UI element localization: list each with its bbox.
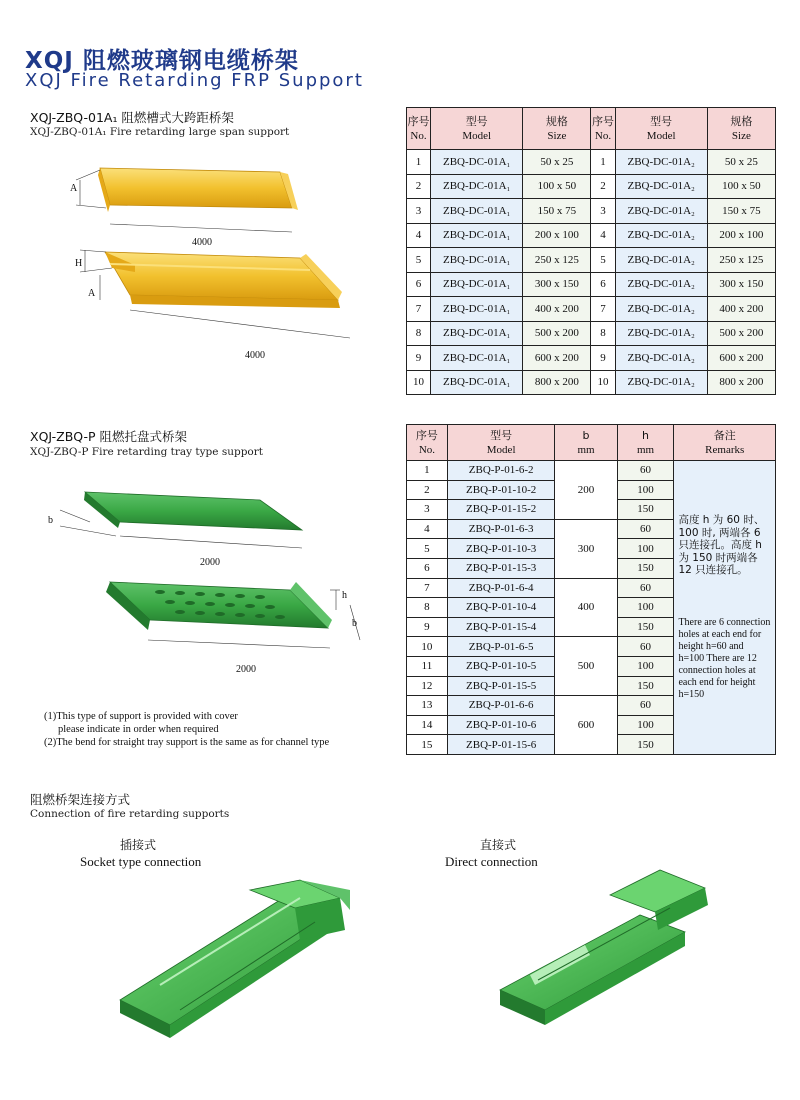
dim-label-b-top: b [48,515,53,526]
section2-title-cn: XQJ-ZBQ-P 阻燃托盘式桥架 [30,429,188,444]
table-row [407,346,776,371]
table1-cell: 1 [591,150,615,175]
table2-cell: ZBQ-P-01-6-6 [447,696,555,716]
channel-tray-shape [105,252,342,308]
table1-cell: ZBQ-DC-01A₁ [431,346,523,371]
table1-header-cn: 型号 [650,114,673,128]
table2-cell: 6 [407,558,448,578]
socket-connection-drawing [100,870,370,1050]
table1-cell: ZBQ-DC-01A₂ [615,174,707,199]
table2-cell: 13 [407,696,448,716]
table2-cell: 100 [617,715,674,735]
remarks-cn: 高度 h 为 60 时、100 时, 两端各 6 只连接孔。高度 h 为 150 时两端各 12 只连接孔。 [678,514,765,577]
table1-cell: ZBQ-DC-01A₁ [431,223,523,248]
direct-connection-title-en: Direct connection [445,854,538,869]
table2-cell: 150 [617,735,674,755]
table2-cell: 10 [407,637,448,657]
table1-cell: ZBQ-DC-01A₂ [615,272,707,297]
section3-title-cn: 阻燃桥架连接方式 [30,792,131,807]
table-row [407,461,776,481]
table2-cell: ZBQ-P-01-10-2 [447,480,555,500]
table1-header-en: Size [731,129,751,142]
dim-label-a-top: A [70,183,78,194]
table2-header-cn: b [582,428,590,442]
table2-cell: 15 [407,735,448,755]
table2-b-group: 300 [555,519,617,578]
direct-connection-title-cn: 直接式 [480,838,517,852]
table1-cell: ZBQ-DC-01A₁ [431,199,523,224]
tray-support-table [406,424,776,755]
table1-header-en: Model [462,129,492,142]
socket-connection-shape [120,880,350,1038]
table1-cell: 200 x 100 [523,223,591,248]
table1-cell: 6 [591,272,615,297]
table2-cell: 3 [407,500,448,520]
table-row [407,272,776,297]
table2-cell: 4 [407,519,448,539]
table2-cell: ZBQ-P-01-15-3 [447,558,555,578]
table2-b-group: 500 [555,637,617,696]
table-row [407,199,776,224]
table1-cell: 400 x 200 [523,297,591,322]
table2-cell: ZBQ-P-01-6-2 [447,461,555,481]
table2-header-en: mm [577,443,595,456]
table2-cell: 1 [407,461,448,481]
table2-cell: ZBQ-P-01-10-6 [447,715,555,735]
table1-cell: 5 [407,248,431,273]
table2-cell: 11 [407,656,448,676]
table1-cell: 1 [407,150,431,175]
socket-connection-title-cn: 插接式 [120,838,157,852]
table2-header-4 [674,425,776,461]
table1-header-5 [707,108,775,150]
table2-header-1 [447,425,555,461]
direct-connection-drawing [490,860,730,1050]
table2-header-en: mm [636,443,655,456]
table1-cell: ZBQ-DC-01A₁ [431,248,523,273]
table1-cell: ZBQ-DC-01A₂ [615,223,707,248]
page-title-cn: XQJ 阻燃玻璃钢电缆桥架 [25,48,299,74]
table2-header-0 [407,425,448,461]
table1-header-0 [407,108,431,150]
table1-header-1 [431,108,523,150]
table1-header-cn: 规格 [545,114,568,128]
table2-cell: 60 [617,519,674,539]
direct-connection-shape [500,870,708,1025]
table1-cell: ZBQ-DC-01A₂ [615,321,707,346]
perforated-tray-shape [106,582,332,630]
table2-cell: 100 [617,598,674,618]
table1-cell: 3 [591,199,615,224]
table2-cell: 150 [617,617,674,637]
section1-title-en: XQJ-ZBQ-01A₁ Fire retarding large span support [30,126,290,138]
table1-cell: 800 x 200 [523,370,591,395]
table2-header-2 [555,425,617,461]
remarks-en: There are 6 connection holes at each end for height h=60 and h=100 There are 12 connection holes at each end for height h=150 [678,616,771,700]
table1-cell: 250 x 125 [707,248,775,273]
table2-cell: 60 [617,696,674,716]
table1-cell: 50 x 25 [707,150,775,175]
dim-label-b-bottom: b [352,618,357,629]
table2-cell: 150 [617,500,674,520]
table2-cell: 2 [407,480,448,500]
table1-cell: 8 [407,321,431,346]
note-2: (2)The bend for straight tray support is the same as for channel type [44,737,330,748]
table1-header-cn: 序号 [407,114,430,128]
table2-cell: ZBQ-P-01-6-5 [447,637,555,657]
table1-cell: 7 [591,297,615,322]
table2-cell: 12 [407,676,448,696]
table2-cell: 8 [407,598,448,618]
channel-support-drawing [40,150,400,380]
table1-header-en: Size [547,129,567,142]
table-row [407,223,776,248]
table1-header-cn: 序号 [592,114,615,128]
table1-header-2 [523,108,591,150]
table1-cell: 600 x 200 [707,346,775,371]
table1-cell: ZBQ-DC-01A₁ [431,321,523,346]
table2-cell: 60 [617,578,674,598]
table1-cell: 300 x 150 [523,272,591,297]
section1-title-cn: XQJ-ZBQ-01A₁ 阻燃槽式大跨距桥架 [30,110,234,125]
table2-b-group: 400 [555,578,617,637]
dim-label-h: H [75,258,83,269]
table1-cell: ZBQ-DC-01A₂ [615,199,707,224]
table2-cell: 5 [407,539,448,559]
table1-cell: ZBQ-DC-01A₂ [615,297,707,322]
table2-b-group: 600 [555,696,617,755]
table2-cell: ZBQ-P-01-15-5 [447,676,555,696]
table-row [407,297,776,322]
page-title-en: XQJ Fire Retarding FRP Support [25,70,364,91]
table2-cell: 100 [617,539,674,559]
table2-cell: 100 [617,656,674,676]
table1-cell: 5 [591,248,615,273]
table-row [407,174,776,199]
table1-header-4 [615,108,707,150]
table2-header-en: Remarks [705,443,745,456]
table1-cell: 3 [407,199,431,224]
table2-cell: 7 [407,578,448,598]
section2-title-en: XQJ-ZBQ-P Fire retarding tray type support [30,446,263,458]
table2-cell: ZBQ-P-01-10-5 [447,656,555,676]
table2-cell: 150 [617,558,674,578]
table1-cell: 50 x 25 [523,150,591,175]
table1-cell: 7 [407,297,431,322]
table1-cell: 150 x 75 [707,199,775,224]
tray-support-drawing [40,480,370,680]
table-row [407,370,776,395]
dim-label-length-tray-top: 2000 [200,557,220,568]
table2-header-cn: 序号 [415,428,438,442]
table2-remarks-cell [674,461,776,755]
table-row [407,150,776,175]
table1-cell: 10 [407,370,431,395]
table1-cell: 500 x 200 [523,321,591,346]
table1-cell: 600 x 200 [523,346,591,371]
table2-cell: ZBQ-P-01-10-4 [447,598,555,618]
table2-cell: 60 [617,637,674,657]
table1-cell: ZBQ-DC-01A₁ [431,150,523,175]
table1-cell: 6 [407,272,431,297]
table2-header-cn: 型号 [490,428,513,442]
table1-cell: ZBQ-DC-01A₁ [431,297,523,322]
table1-cell: 8 [591,321,615,346]
table1-cell: 500 x 200 [707,321,775,346]
table2-cell: ZBQ-P-01-15-2 [447,500,555,520]
dim-label-length-bottom: 4000 [245,350,265,361]
cover-tray-shape [98,168,298,212]
table1-cell: 400 x 200 [707,297,775,322]
table1-cell: ZBQ-DC-01A₂ [615,248,707,273]
table1-cell: 100 x 50 [707,174,775,199]
table1-cell: ZBQ-DC-01A₂ [615,370,707,395]
table1-header-cn: 型号 [465,114,488,128]
table2-cell: ZBQ-P-01-6-4 [447,578,555,598]
table1-cell: ZBQ-DC-01A₂ [615,346,707,371]
table2-cell: 9 [407,617,448,637]
table1-cell: ZBQ-DC-01A₁ [431,272,523,297]
table1-cell: ZBQ-DC-01A₁ [431,174,523,199]
table1-header-en: No. [594,129,612,142]
table2-cell: ZBQ-P-01-10-3 [447,539,555,559]
channel-support-table [406,107,776,395]
table2-cell: 60 [617,461,674,481]
table2-cell: ZBQ-P-01-15-6 [447,735,555,755]
table2-cell: ZBQ-P-01-15-4 [447,617,555,637]
table2-header-en: Model [486,443,516,456]
dim-label-length-tray-bottom: 2000 [236,664,256,675]
table1-cell: 4 [591,223,615,248]
table1-cell: 100 x 50 [523,174,591,199]
note-1-cont: please indicate in order when required [58,724,219,735]
table1-cell: 300 x 150 [707,272,775,297]
table2-cell: ZBQ-P-01-6-3 [447,519,555,539]
table1-cell: 9 [591,346,615,371]
table2-cell: 100 [617,480,674,500]
table1-cell: 200 x 100 [707,223,775,248]
table1-cell: 800 x 200 [707,370,775,395]
table2-header-en: No. [418,443,436,456]
note-1: (1)This type of support is provided with cover [44,711,238,722]
table-row [407,248,776,273]
table1-cell: 150 x 75 [523,199,591,224]
table2-header-3 [617,425,674,461]
table1-header-en: No. [410,129,427,142]
table1-header-3 [591,108,615,150]
dim-label-length-top: 4000 [192,237,212,248]
table1-cell: 250 x 125 [523,248,591,273]
table2-header-cn: h [642,428,650,442]
section3-title-en: Connection of fire retarding supports [30,808,230,820]
table2-header-cn: 备注 [713,428,736,442]
tray-cover-shape [84,492,302,530]
table2-cell: 150 [617,676,674,696]
dim-label-a-bottom: A [88,288,96,299]
table2-cell: 14 [407,715,448,735]
table-row [407,321,776,346]
table1-cell: 4 [407,223,431,248]
table1-cell: 10 [591,370,615,395]
table1-header-cn: 规格 [730,114,753,128]
table1-cell: 2 [591,174,615,199]
table1-cell: ZBQ-DC-01A₁ [431,370,523,395]
table1-cell: ZBQ-DC-01A₂ [615,150,707,175]
dim-label-h-tray: h [342,590,347,601]
table1-cell: 9 [407,346,431,371]
table1-cell: 2 [407,174,431,199]
table1-header-en: Model [646,129,676,142]
socket-connection-title-en: Socket type connection [80,854,202,869]
table2-b-group: 200 [555,461,617,520]
